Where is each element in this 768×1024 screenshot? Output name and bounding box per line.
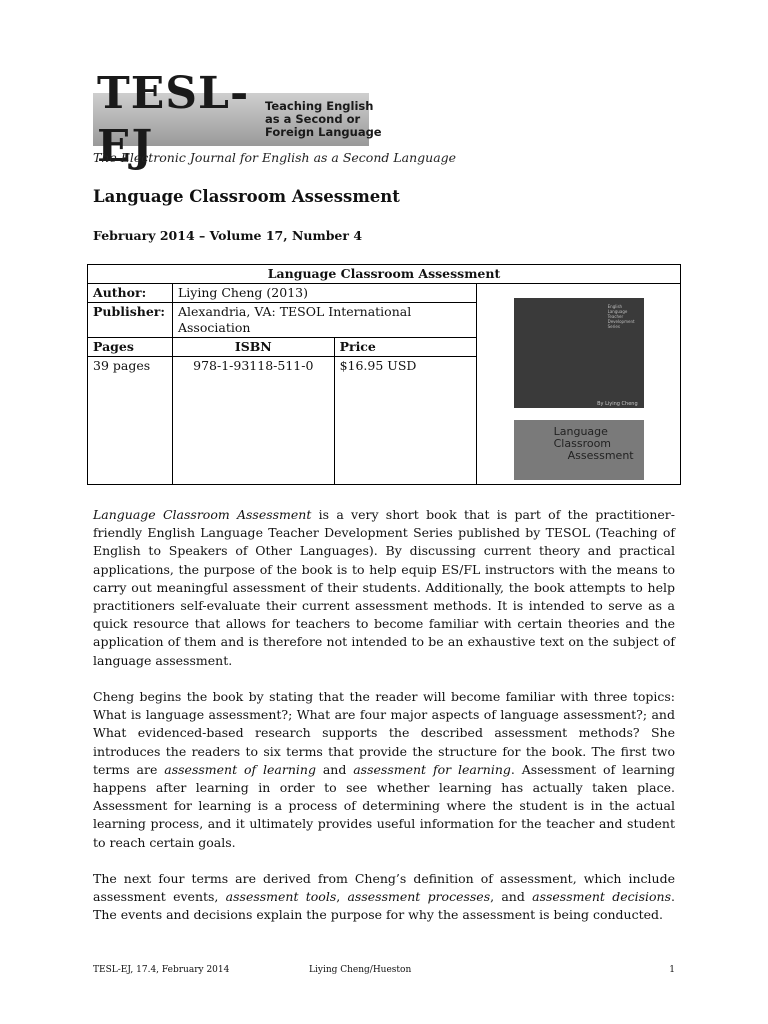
column-header-price: Price	[334, 338, 477, 357]
term-emphasis: assessment for learning	[353, 761, 511, 777]
author-label: Author:	[88, 284, 173, 303]
paragraph	[93, 688, 675, 852]
article-body	[93, 506, 675, 943]
footer-journal: TESL-EJ, 17.4, February 2014	[93, 965, 230, 975]
isbn-value: 978-1-93118-511-0	[172, 357, 334, 485]
term-emphasis: assessment of learning	[164, 761, 316, 777]
cover-title	[554, 426, 634, 462]
text-span: and	[315, 761, 354, 777]
publisher-value: Alexandria, VA: TESOL International Association	[172, 303, 476, 338]
publisher-label: Publisher:	[88, 303, 173, 338]
logo-tagline	[265, 100, 382, 139]
logo-tag-line: Teaching English	[265, 99, 374, 113]
footer-authors: Liying Cheng/Hueston	[309, 965, 412, 975]
logo-tag-line: as a Second or	[265, 112, 361, 126]
cover-bottom-panel	[514, 420, 644, 480]
issue-info: February 2014 – Volume 17, Number 4	[93, 228, 363, 243]
price-value: $16.95 USD	[334, 357, 477, 485]
book-cover-cell	[477, 284, 681, 485]
author-value: Liying Cheng (2013)	[172, 284, 476, 303]
book-cover-image	[514, 298, 644, 462]
cover-top-panel	[514, 298, 644, 408]
logo-wordmark: TESL-EJ	[97, 67, 250, 172]
term-emphasis: assessment processes	[347, 889, 491, 905]
article-title: Language Classroom Assessment	[93, 187, 400, 206]
column-header-pages: Pages	[88, 338, 173, 357]
text-span: The next four terms are derived from Cheng’s definition of assessment, which include assessment events,	[93, 871, 675, 905]
paragraph	[93, 870, 675, 925]
pages-value: 39 pages	[88, 357, 173, 485]
cover-author-text: By Liying Cheng	[597, 401, 638, 407]
logo-tag-line: Foreign Language	[265, 125, 382, 139]
book-info-table	[87, 264, 681, 485]
text-span: , and	[490, 889, 533, 905]
text-span: Cheng begins the book by stating that the reader will become familiar with three topics: What is language assessment?; What are four major aspects of language assessment?; and What evidenced-based research supports the described assessment methods? She introduces the readers to six terms that provide the structure for the book. The first two terms are	[93, 689, 675, 777]
term-emphasis: assessment decisions	[532, 889, 672, 905]
cover-series-text: English Language Teacher Development Series	[607, 304, 635, 329]
page-number: 1	[669, 965, 675, 975]
cover-title-line: Classroom	[553, 437, 612, 450]
text-span: . The events and decisions explain the purpose for why the assessment is being conducted.	[93, 889, 675, 923]
cover-title-line: Language	[553, 425, 608, 438]
term-emphasis: assessment tools	[225, 889, 337, 905]
table-heading: Language Classroom Assessment	[88, 265, 681, 284]
text-span: is a very short book that is part of the practitioner-friendly English Language Teacher Development Series published by TESOL (Teaching of English to Speakers of Other Languages). By discussing current theory and practical applications, the purpose of the book is to help equip ES/FL instructors with the means to carry out meaningful assessment of their students. Additionally, the book attempts to help practitioners self-evaluate their current assessment methods. It is intended to serve as a quick resource that allows for teachers to become familiar with certain theories and the application of them and is therefore not intended to be an exhaustive text on the subject of language assessment.	[93, 507, 675, 668]
book-title-emphasis: Language Classroom Assessment	[93, 507, 312, 522]
text-span: . Assessment of learning happens after learning in order to see whether learning has actually taken place. Assessment for learning is a process of determining where the student is in the actual learning process, and it ultimately provides useful information for the teacher and student to reach certain goals.	[93, 761, 675, 850]
paragraph	[93, 506, 675, 670]
journal-tagline: The Electronic Journal for English as a Second Language	[93, 150, 457, 165]
cover-title-line: Assessment	[567, 449, 634, 462]
text-span: ,	[336, 889, 348, 905]
column-header-isbn: ISBN	[172, 338, 334, 357]
